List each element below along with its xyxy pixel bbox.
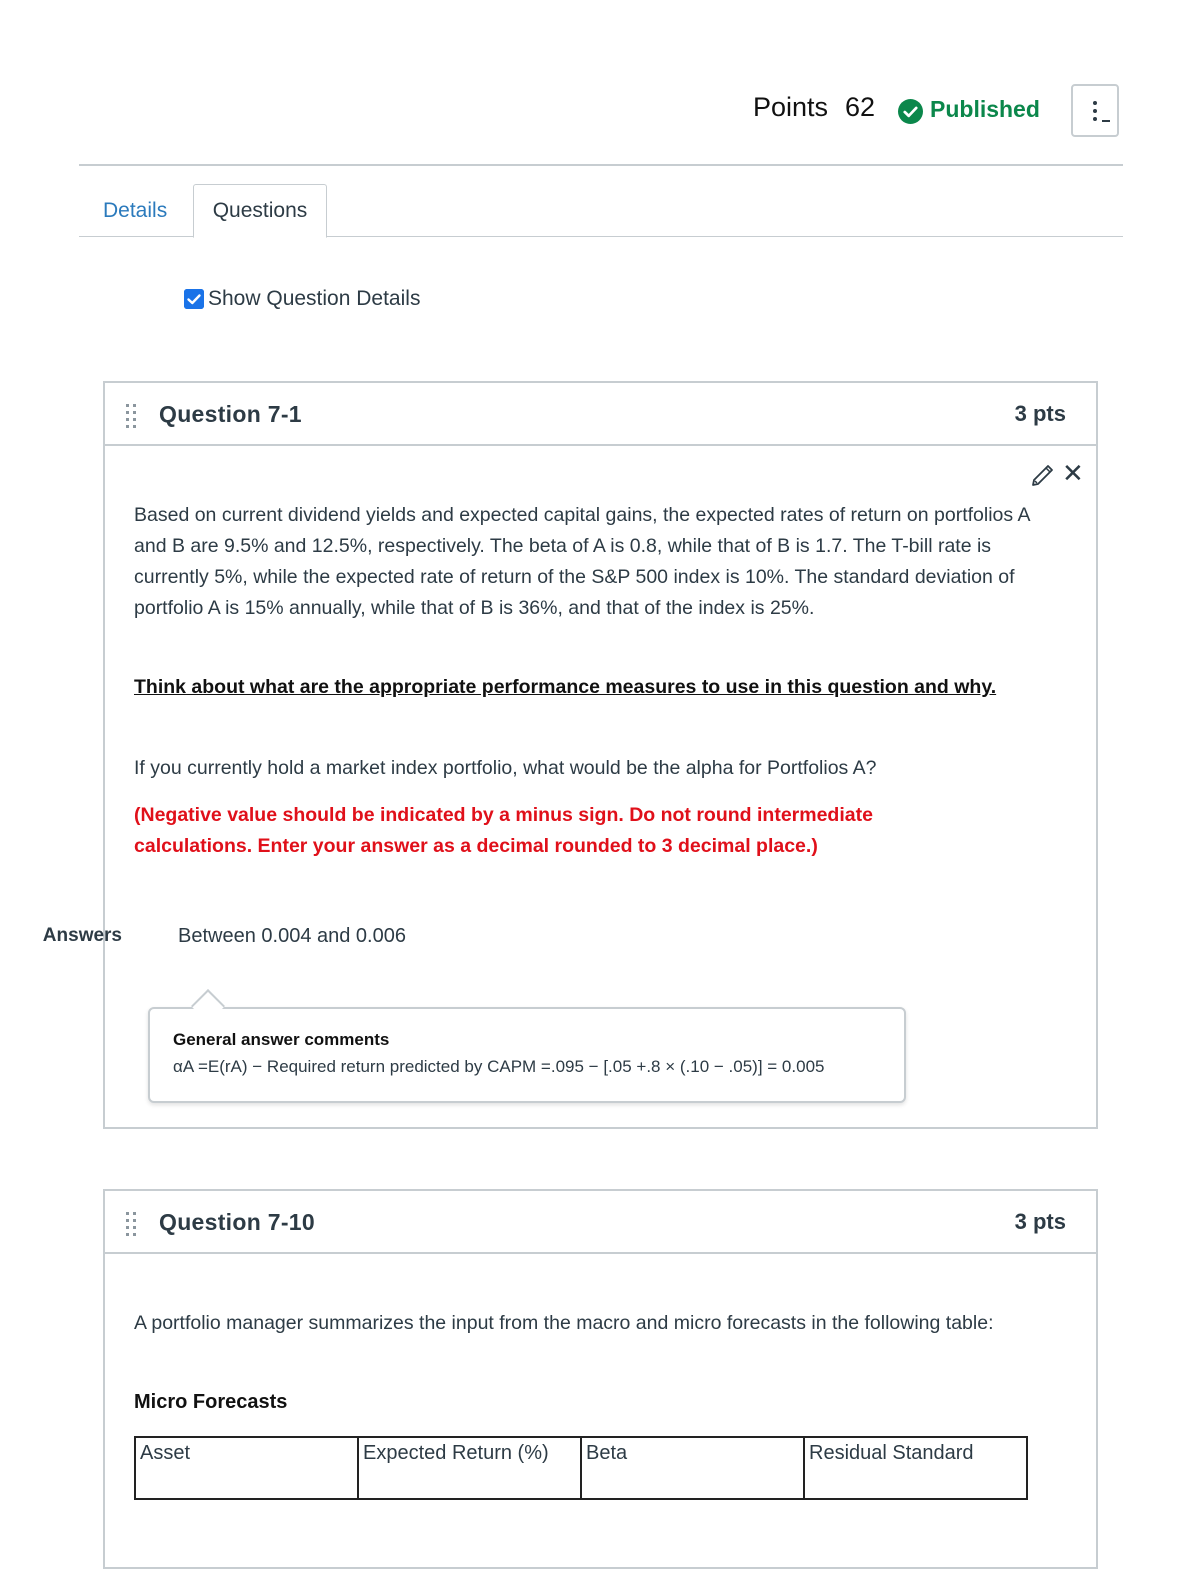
question-title: Question 7-10 bbox=[159, 1209, 315, 1235]
close-icon[interactable]: ✕ bbox=[1062, 458, 1084, 488]
drag-handle-icon[interactable] bbox=[126, 1212, 140, 1236]
table-header-cell: Asset bbox=[135, 1437, 358, 1499]
table-header-cell: Residual Standard bbox=[804, 1437, 1027, 1499]
pencil-icon[interactable] bbox=[1030, 460, 1058, 488]
question-header bbox=[105, 383, 1096, 446]
table-header-cell: Beta bbox=[581, 1437, 804, 1499]
question-points: 3 pts bbox=[1014, 401, 1066, 426]
question-header bbox=[105, 1191, 1096, 1254]
question-emphasis: Think about what are the appropriate performance measures to use in this question and why. bbox=[134, 676, 997, 698]
kebab-menu-icon bbox=[1093, 101, 1097, 105]
answer-value: Between 0.004 and 0.006 bbox=[178, 925, 406, 947]
tab-questions[interactable]: Questions bbox=[193, 184, 327, 238]
micro-forecasts-table bbox=[134, 1436, 1028, 1500]
table-header-cell: Expected Return (%) bbox=[358, 1437, 581, 1499]
tab-details[interactable]: Details bbox=[103, 199, 168, 222]
comment-title: General answer comments bbox=[173, 1030, 390, 1049]
question-prompt: If you currently hold a market index portfolio, what would be the alpha for Portfolios A? bbox=[134, 757, 877, 779]
table-heading: Micro Forecasts bbox=[134, 1391, 288, 1413]
kebab-menu-button[interactable] bbox=[1071, 84, 1119, 137]
kebab-menu-icon-dash bbox=[1102, 120, 1110, 122]
drag-handle-icon[interactable] bbox=[126, 404, 140, 428]
kebab-menu-icon-dot bbox=[1093, 117, 1097, 121]
general-answer-comments bbox=[148, 1007, 906, 1103]
answers-label: Answers bbox=[42, 925, 122, 946]
header-divider bbox=[79, 164, 1123, 166]
show-question-details-checkbox[interactable] bbox=[184, 289, 204, 309]
question-body: Based on current dividend yields and expected capital gains, the expected rates of return on portfolios A and B are 9.5% and 12.5%, respectively. The beta of A is 0.8, while that of B is 1.7. The T-bill rate is currently 5%, while the expected rate of return of the S&P 500 index is 10%. The standard deviation of portfolio A is 15% annually, while that of B is 36%, and that of the index is 25%. bbox=[134, 504, 1030, 619]
question-body: A portfolio manager summarizes the input from the macro and micro forecasts in the following table: bbox=[134, 1312, 994, 1334]
table-row bbox=[135, 1437, 1027, 1499]
question-panel bbox=[103, 1189, 1098, 1569]
check-circle-icon bbox=[898, 99, 923, 124]
points-value: 62 bbox=[845, 92, 876, 122]
question-points: 3 pts bbox=[1014, 1209, 1066, 1234]
points-label: Points bbox=[753, 92, 829, 122]
show-question-details-label[interactable]: Show Question Details bbox=[208, 287, 421, 310]
question-title: Question 7-1 bbox=[159, 401, 302, 427]
published-status: Published bbox=[930, 96, 1040, 122]
question-instructions: (Negative value should be indicated by a minus sign. Do not round intermediate calculations. Enter your answer as a decimal rounded to 3 decimal place.) bbox=[134, 804, 873, 857]
comment-text: αA =E(rA) − Required return predicted by CAPM =.095 − [.05 +.8 × (.10 − .05)] = 0.005 bbox=[173, 1057, 825, 1076]
kebab-menu-icon-dot bbox=[1093, 109, 1097, 113]
